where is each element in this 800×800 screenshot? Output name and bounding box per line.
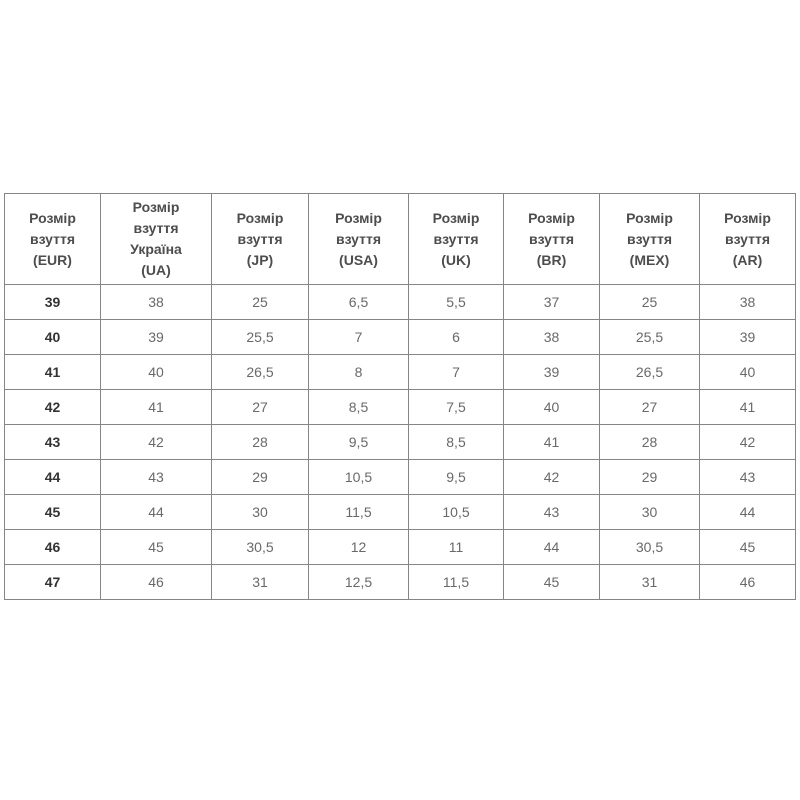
column-header-line: взуття <box>528 230 575 247</box>
size-cell: 11,5 <box>409 565 504 600</box>
size-cell: 5,5 <box>409 285 504 320</box>
size-cell: 45 <box>101 530 212 565</box>
size-cell: 44 <box>504 530 600 565</box>
table-row <box>5 355 796 390</box>
column-header-line: взуття <box>29 230 76 247</box>
size-cell: 6 <box>409 320 504 355</box>
size-cell: 39 <box>504 355 600 390</box>
size-cell: 27 <box>600 390 700 425</box>
table-header <box>5 194 796 285</box>
size-cell: 29 <box>212 460 309 495</box>
size-cell: 45 <box>700 530 796 565</box>
column-header-line: (UA) <box>141 262 171 278</box>
column-header-line: (JP) <box>246 251 274 268</box>
column-header-line: взуття <box>237 230 283 247</box>
size-cell: 8,5 <box>309 390 409 425</box>
size-cell: 42 <box>504 460 600 495</box>
column-header-line: Україна <box>130 241 182 257</box>
size-cell: 7 <box>309 320 409 355</box>
size-cell: 25,5 <box>600 320 700 355</box>
column-header-line: взуття <box>724 230 771 247</box>
column-header-line: взуття <box>335 230 382 247</box>
size-cell: 44 <box>700 495 796 530</box>
size-cell: 37 <box>504 285 600 320</box>
size-cell: 12,5 <box>309 565 409 600</box>
size-cell: 30 <box>600 495 700 530</box>
size-cell: 31 <box>212 565 309 600</box>
column-header <box>5 194 101 285</box>
size-cell: 9,5 <box>409 460 504 495</box>
size-cell: 28 <box>600 425 700 460</box>
column-header <box>101 194 212 285</box>
size-cell: 40 <box>504 390 600 425</box>
size-cell: 44 <box>5 460 101 495</box>
size-cell: 44 <box>101 495 212 530</box>
column-header-line: Розмір <box>236 209 284 226</box>
column-header <box>212 194 309 285</box>
size-cell: 30,5 <box>212 530 309 565</box>
size-cell: 46 <box>700 565 796 600</box>
column-header-line: (MEX) <box>629 251 670 268</box>
size-cell: 41 <box>5 355 101 390</box>
column-header-line: взуття <box>433 230 479 247</box>
size-cell: 40 <box>5 320 101 355</box>
size-cell: 41 <box>700 390 796 425</box>
size-cell: 46 <box>5 530 101 565</box>
size-cell: 42 <box>700 425 796 460</box>
size-cell: 46 <box>101 565 212 600</box>
table-body <box>5 285 796 600</box>
size-cell: 41 <box>504 425 600 460</box>
column-header-line: (BR) <box>536 251 567 268</box>
size-cell: 30,5 <box>600 530 700 565</box>
table-row <box>5 390 796 425</box>
size-cell: 39 <box>5 285 101 320</box>
table-row <box>5 530 796 565</box>
size-cell: 6,5 <box>309 285 409 320</box>
column-header-line: Розмір <box>335 209 382 226</box>
column-header <box>700 194 796 285</box>
table-row <box>5 495 796 530</box>
column-header-line: (EUR) <box>33 251 72 268</box>
size-cell: 25,5 <box>212 320 309 355</box>
column-header-line: Розмір <box>724 209 771 226</box>
shoe-size-table-container <box>4 193 795 600</box>
column-header-line: (USA) <box>339 251 378 268</box>
shoe-size-conversion-table <box>4 193 796 600</box>
table-row <box>5 425 796 460</box>
column-header <box>409 194 504 285</box>
size-cell: 25 <box>212 285 309 320</box>
table-row <box>5 565 796 600</box>
column-header <box>309 194 409 285</box>
header-row <box>5 194 796 285</box>
size-cell: 31 <box>600 565 700 600</box>
size-cell: 43 <box>700 460 796 495</box>
size-cell: 43 <box>5 425 101 460</box>
size-cell: 29 <box>600 460 700 495</box>
size-cell: 7 <box>409 355 504 390</box>
column-header <box>600 194 700 285</box>
size-cell: 39 <box>101 320 212 355</box>
column-header-line: Розмір <box>528 209 575 226</box>
size-cell: 8 <box>309 355 409 390</box>
size-cell: 8,5 <box>409 425 504 460</box>
column-header-line: Розмір <box>132 199 180 215</box>
column-header-line: (UK) <box>441 251 471 268</box>
size-cell: 42 <box>101 425 212 460</box>
table-row <box>5 460 796 495</box>
size-cell: 38 <box>700 285 796 320</box>
size-cell: 10,5 <box>309 460 409 495</box>
size-cell: 11,5 <box>309 495 409 530</box>
size-cell: 7,5 <box>409 390 504 425</box>
size-cell: 47 <box>5 565 101 600</box>
size-cell: 39 <box>700 320 796 355</box>
size-cell: 10,5 <box>409 495 504 530</box>
size-cell: 42 <box>5 390 101 425</box>
size-cell: 45 <box>504 565 600 600</box>
size-cell: 26,5 <box>600 355 700 390</box>
size-cell: 11 <box>409 530 504 565</box>
size-cell: 43 <box>504 495 600 530</box>
size-cell: 38 <box>101 285 212 320</box>
size-cell: 45 <box>5 495 101 530</box>
column-header-line: Розмір <box>29 209 76 226</box>
column-header-line: (AR) <box>732 251 763 268</box>
size-cell: 43 <box>101 460 212 495</box>
size-cell: 28 <box>212 425 309 460</box>
table-row <box>5 285 796 320</box>
size-cell: 40 <box>101 355 212 390</box>
size-cell: 41 <box>101 390 212 425</box>
table-row <box>5 320 796 355</box>
size-cell: 30 <box>212 495 309 530</box>
size-cell: 40 <box>700 355 796 390</box>
column-header-line: взуття <box>626 230 673 247</box>
column-header-line: Розмір <box>626 209 673 226</box>
size-cell: 26,5 <box>212 355 309 390</box>
size-cell: 9,5 <box>309 425 409 460</box>
column-header-line: взуття <box>133 220 179 236</box>
size-cell: 12 <box>309 530 409 565</box>
size-cell: 27 <box>212 390 309 425</box>
column-header-line: Розмір <box>432 209 480 226</box>
size-cell: 38 <box>504 320 600 355</box>
column-header <box>504 194 600 285</box>
size-cell: 25 <box>600 285 700 320</box>
